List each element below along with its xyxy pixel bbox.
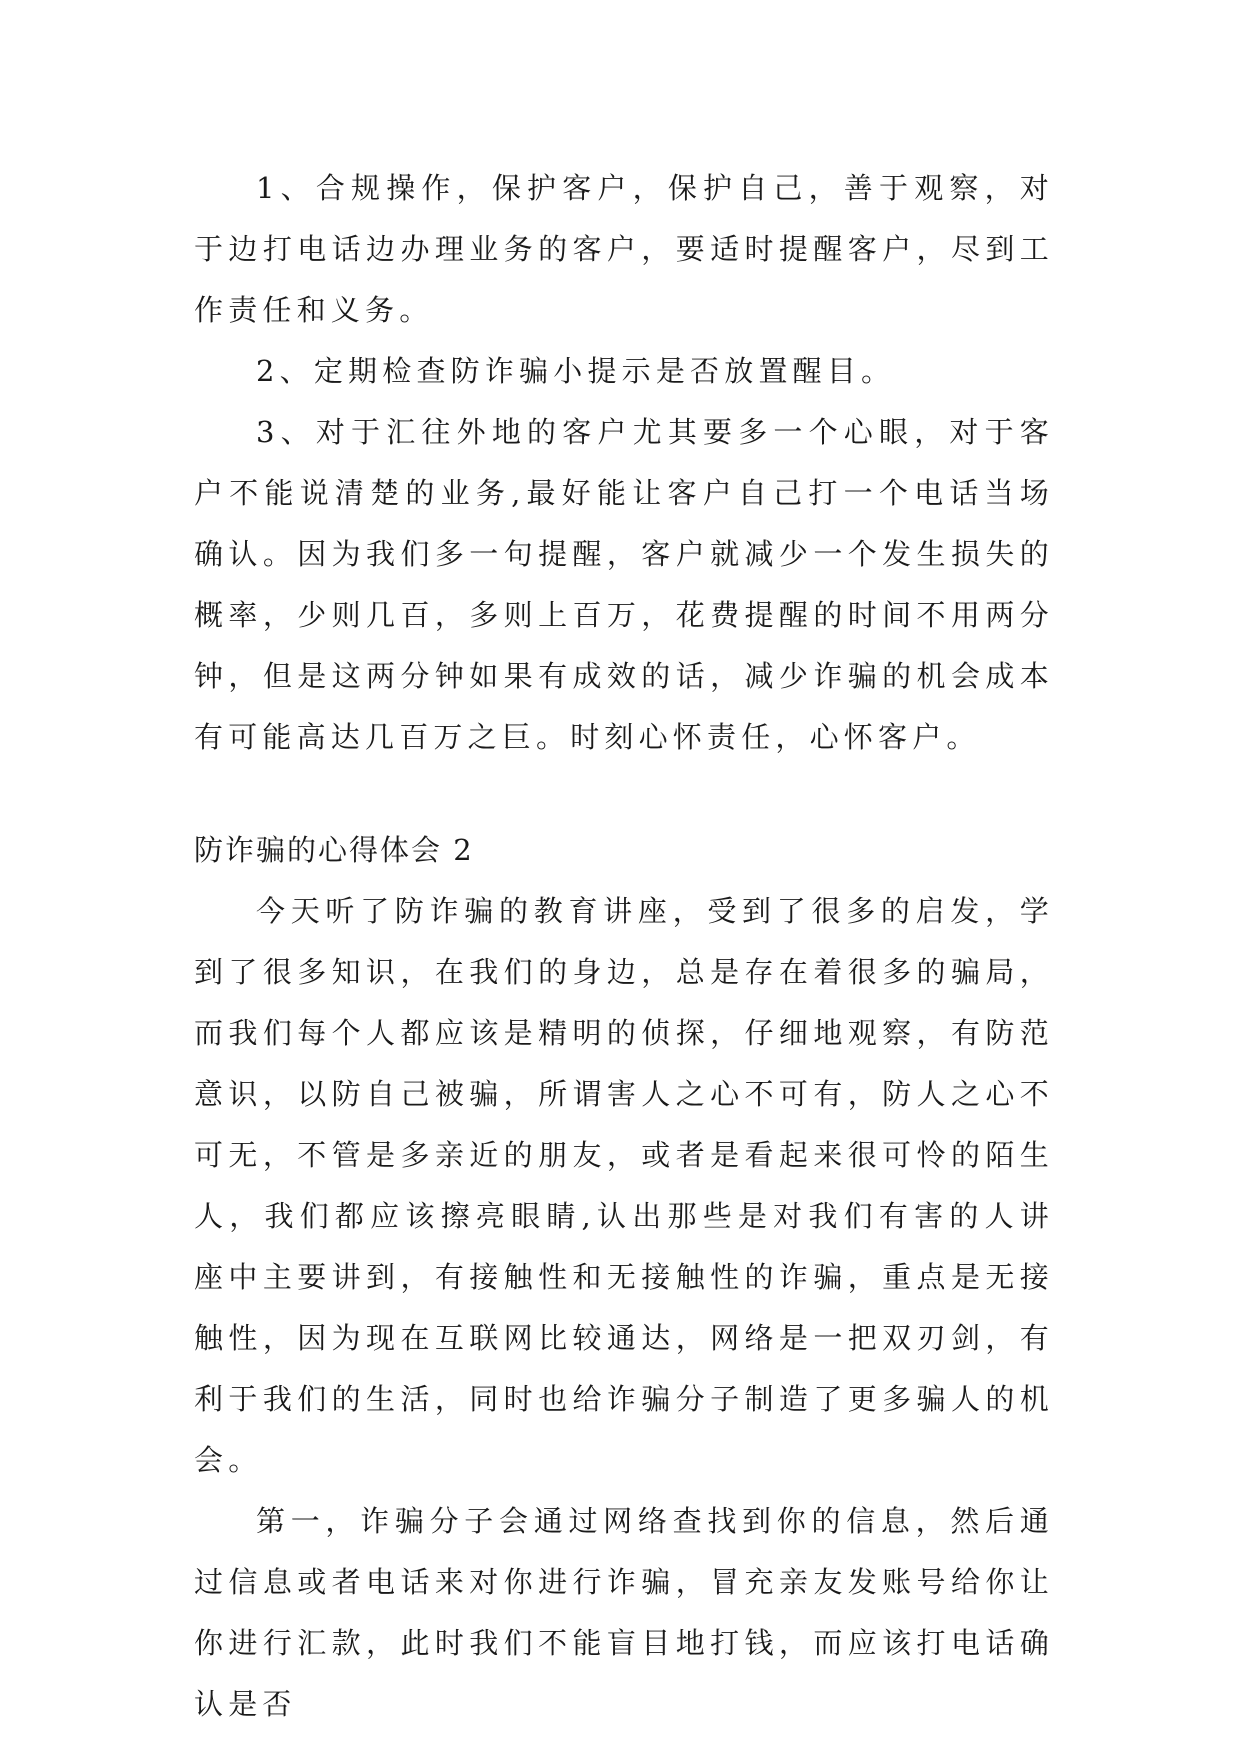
paragraph-5: 第一，诈骗分子会通过网络查找到你的信息，然后通过信息或者电话来对你进行诈骗，冒充亲友发账号给你让你进行汇款，此时我们不能盲目地打钱，而应该打电话确认是否 [194,1504,1054,1721]
paragraph-2: 2、定期检查防诈骗小提示是否放置醒目。 [256,354,896,388]
paragraph-3: 3、对于汇往外地的客户尤其要多一个心眼，对于客户不能说清楚的业务,最好能让客户自己打一个电话当场确认。因为我们多一句提醒，客户就减少一个发生损失的概率，少则几百，多则上百万，花费提醒的时间不用两分钟，但是这两分钟如果有成效的话，减少诈骗的机会成本有可能高达几百万之巨。时刻心怀责任，心怀客户。 [194,415,1054,754]
document-page [194,158,1054,1735]
paragraph-1: 1、合规操作，保护客户，保护自己，善于观察，对于边打电话边办理业务的客户，要适时提醒客户，尽到工作责任和义务。 [194,171,1054,327]
section-heading: 防诈骗的心得体会 2 [194,833,474,867]
paragraph-4: 今天听了防诈骗的教育讲座，受到了很多的启发，学到了很多知识，在我们的身边，总是存在着很多的骗局，而我们每个人都应该是精明的侦探，仔细地观察，有防范意识，以防自己被骗，所谓害人之心不可有，防人之心不可无，不管是多亲近的朋友，或者是看起来很可怜的陌生人，我们都应该擦亮眼睛,认出那些是对我们有害的人讲座中主要讲到，有接触性和无接触性的诈骗，重点是无接触性，因为现在互联网比较通达，网络是一把双刃剑，有利于我们的生活，同时也给诈骗分子制造了更多骗人的机会。 [194,894,1054,1477]
